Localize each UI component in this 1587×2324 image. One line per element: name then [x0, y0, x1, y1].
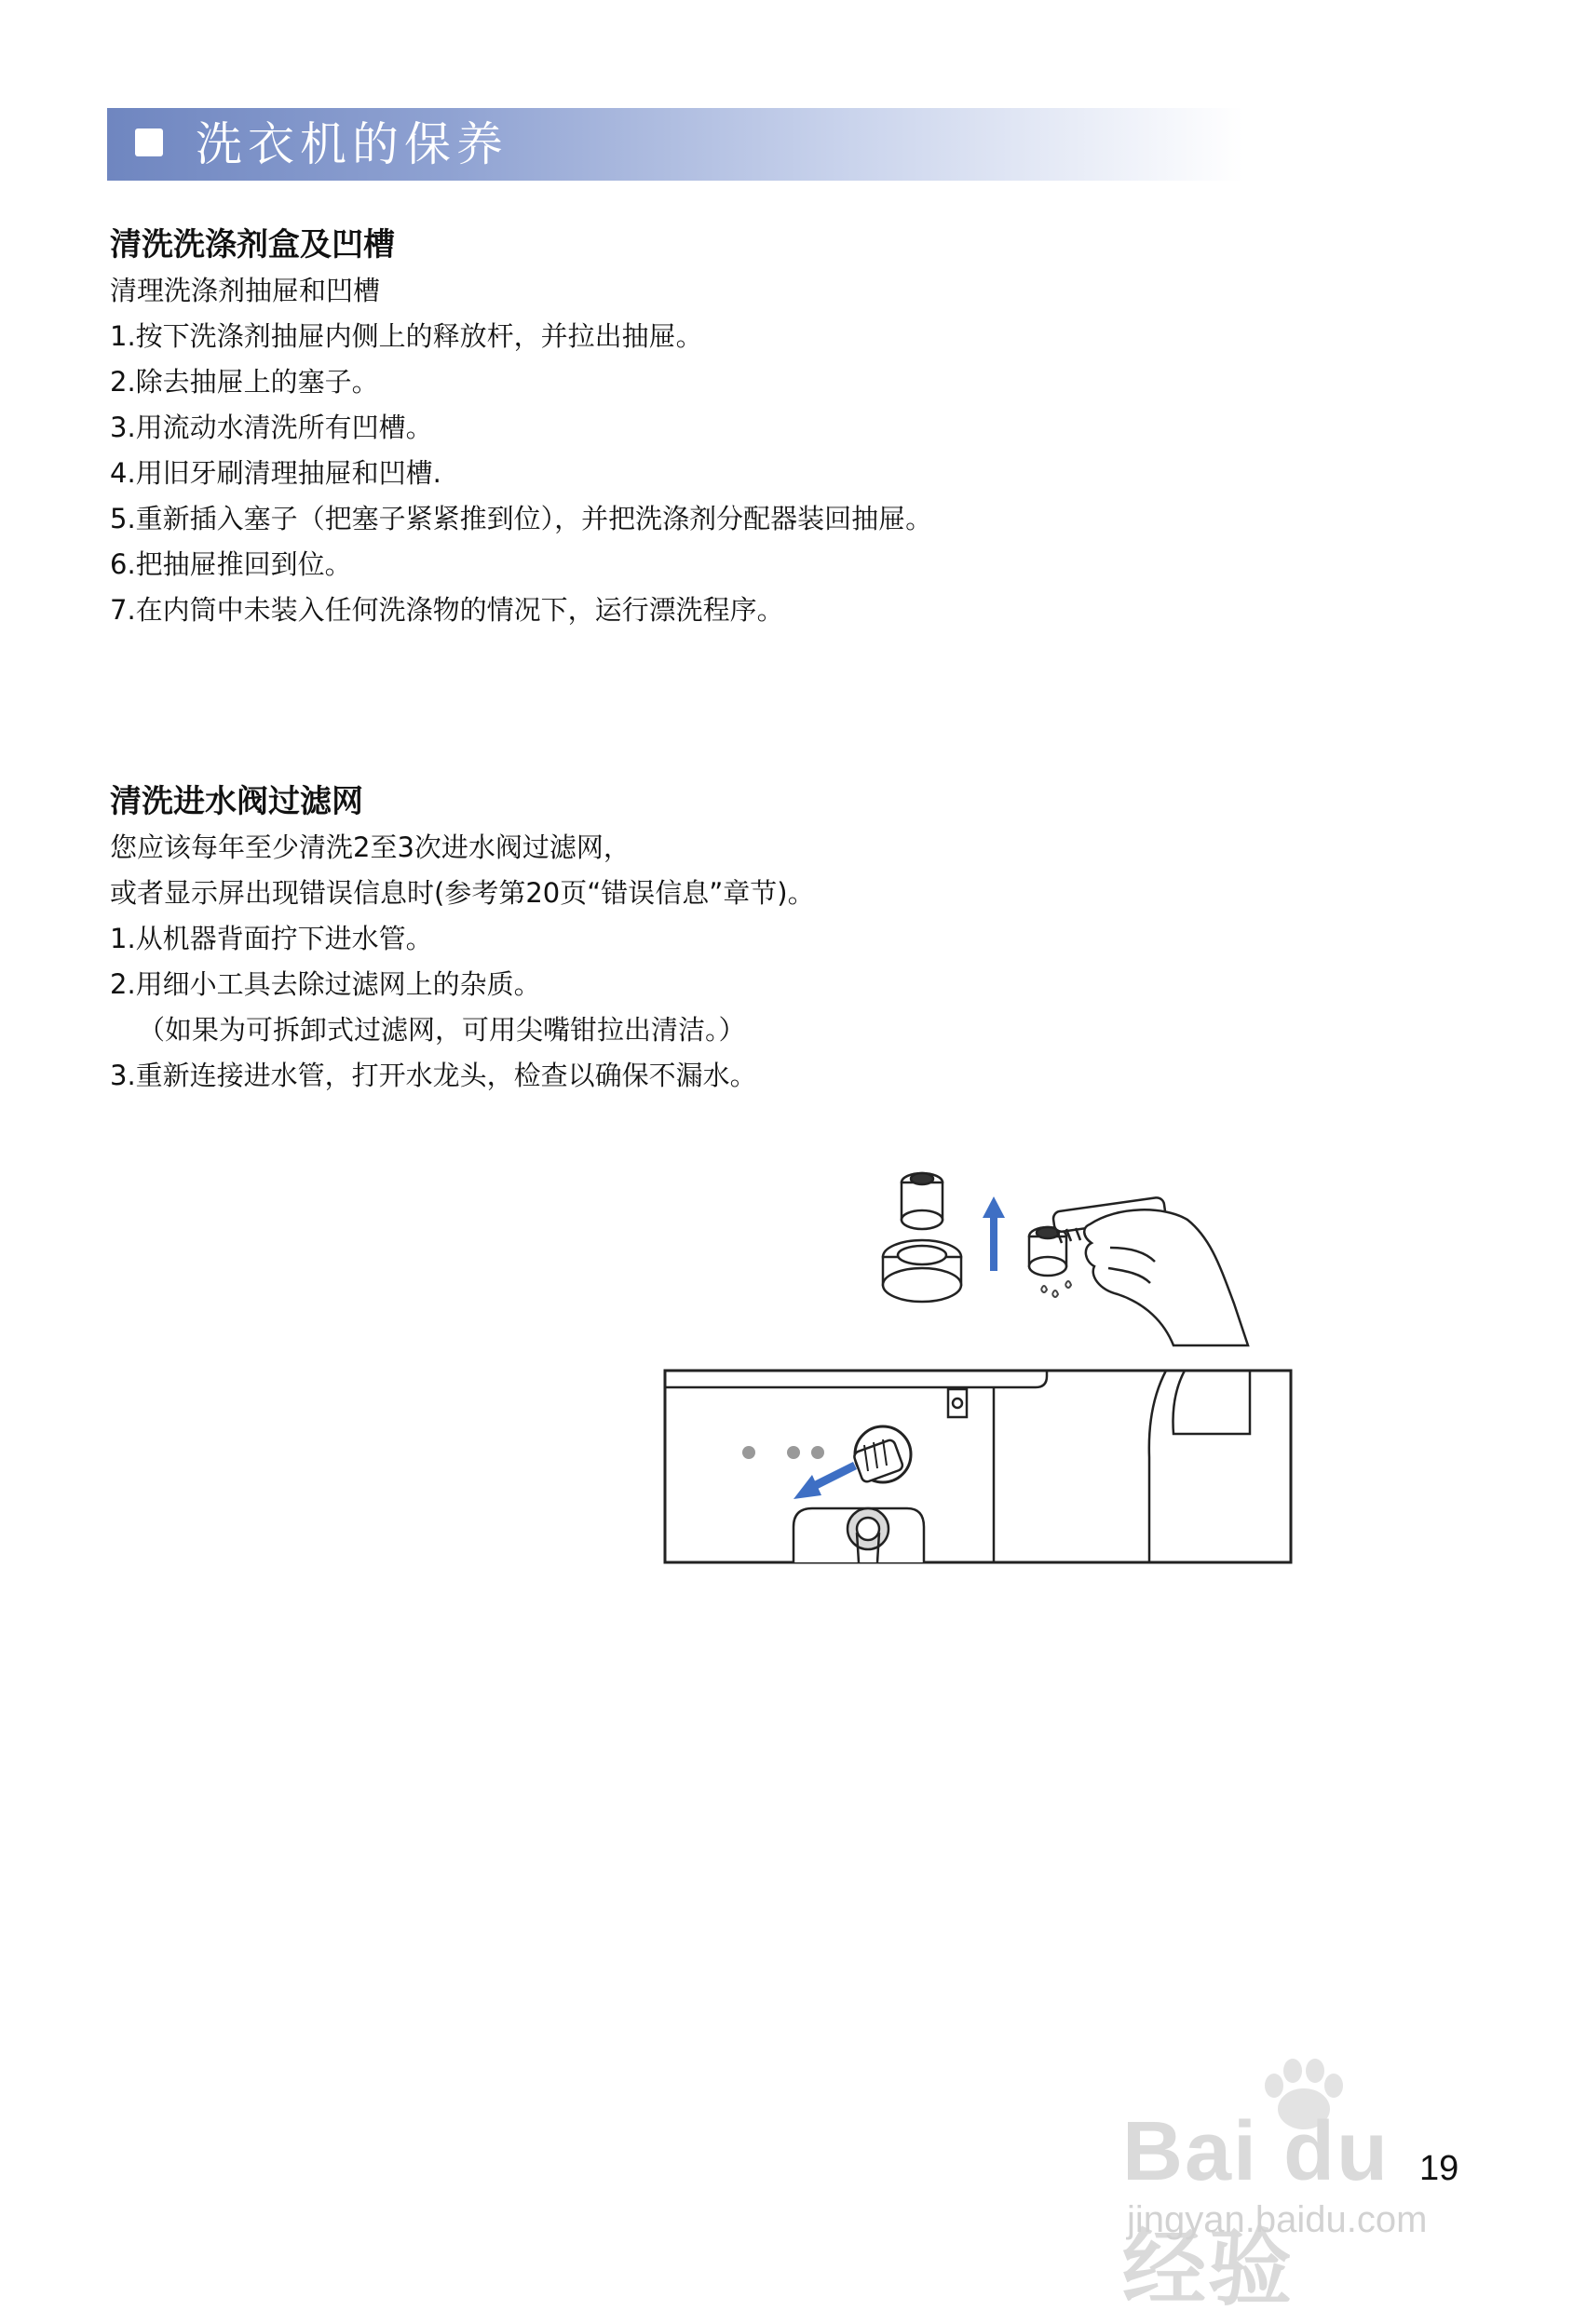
indicator-dot: [742, 1446, 755, 1459]
step-item: 6.把抽屉推回到位。: [110, 548, 352, 580]
section-intro: 您应该每年至少清洗2至3次进水阀过滤网，: [110, 831, 631, 863]
screw-icon: [948, 1389, 967, 1417]
step-item: 1.从机器背面拧下进水管。: [110, 923, 433, 954]
step-item: 3.用流动水清洗所有凹槽。: [110, 412, 433, 443]
water-drops-icon: [1041, 1281, 1071, 1297]
machine-back-illustration: [663, 1369, 1293, 1564]
section-intro: 清理洗涤剂抽屉和凹槽: [110, 275, 381, 306]
filter-cleaning-illustration: [866, 1155, 1267, 1350]
step-item: 1.按下洗涤剂抽屉内侧上的释放杆，并拉出抽屉。: [110, 320, 703, 352]
section-banner: [107, 108, 1243, 181]
hand-icon: [1084, 1209, 1248, 1345]
step-item: 7.在内筒中未装入任何洗涤物的情况下，运行漂洗程序。: [110, 594, 784, 626]
indicator-dot: [811, 1446, 824, 1459]
inlet-connector-icon: [853, 1426, 911, 1483]
page-number: 19: [1419, 2149, 1459, 2188]
watermark-brand: Bai du 经验: [1122, 2105, 1390, 2316]
watermark-url: jingyan.baidu.com: [1127, 2199, 1428, 2240]
step-note: （如果为可拆卸式过滤网，可用尖嘴钳拉出清洁。）: [138, 1014, 746, 1046]
section-inlet-filter: [110, 778, 815, 1099]
step-item: 2.除去抽屉上的塞子。: [110, 366, 379, 398]
step-item: 5.重新插入塞子（把塞子紧紧推到位），并把洗涤剂分配器装回抽屉。: [110, 503, 933, 534]
step-item: 2.用细小工具去除过滤网上的杂质。: [110, 968, 541, 1000]
section-detergent-drawer: [110, 222, 932, 633]
indicator-dot: [787, 1446, 800, 1459]
filter-cap-icon: [902, 1173, 943, 1229]
page-title: 洗衣机的保养: [196, 117, 509, 171]
section-heading: 清洗进水阀过滤网: [110, 783, 363, 820]
step-item: 3.重新连接进水管，打开水龙头，检查以确保不漏水。: [110, 1060, 757, 1091]
step-item: 4.用旧牙刷清理抽屉和凹槽.: [110, 457, 441, 489]
section-heading: 清洗洗涤剂盒及凹槽: [110, 226, 395, 263]
arrow-up-icon: [983, 1196, 1005, 1271]
inlet-valve-icon: [883, 1240, 961, 1302]
section-intro: 或者显示屏出现错误信息时(参考第20页“错误信息”章节)。: [110, 877, 815, 909]
banner-square-icon: [135, 128, 163, 156]
